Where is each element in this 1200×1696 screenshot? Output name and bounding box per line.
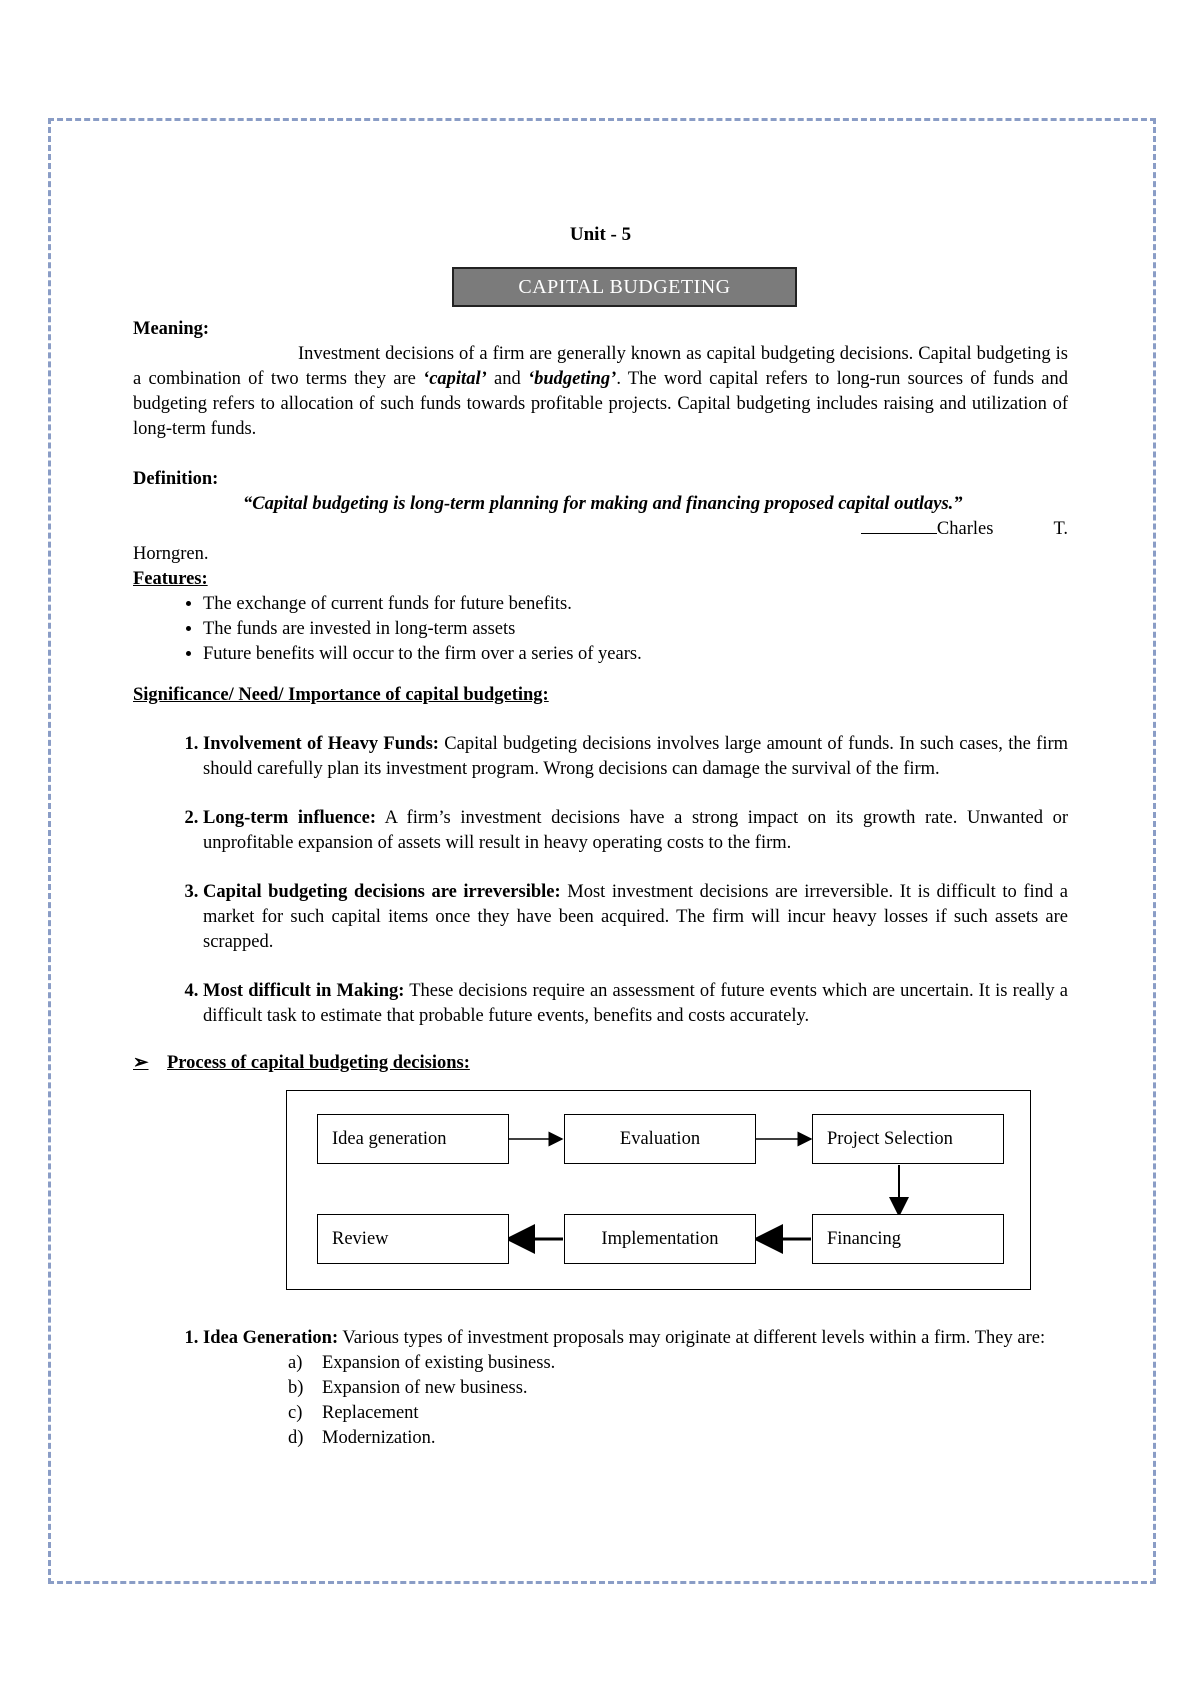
significance-item-text: Most investment decisions are irreversible. It is difficult to find a market for such capital items once they have been acquired. The firm will incur heavy losses if such assets are scrapped. <box>203 882 1068 952</box>
author-last: Horngren. <box>133 544 209 564</box>
arrow-bullet-icon: ➢ <box>133 1053 149 1073</box>
step-financing: Financing <box>812 1214 1004 1264</box>
significance-item-title: Long-term influence: <box>203 808 376 828</box>
process-heading-text: Process of capital budgeting decisions: <box>167 1053 470 1073</box>
significance-item-text: A firm’s investment decisions have a strong impact on its growth rate. Unwanted or unprofitable expansion of assets will result in heavy operating costs to the firm. <box>203 808 1068 853</box>
process-diagram <box>286 1090 1031 1290</box>
idea-generation-text: Various types of investment proposals may originate at different levels within a firm. They are: <box>338 1328 1046 1348</box>
feature-item: • Future benefits will occur to the firm over a series of years. <box>203 642 1068 667</box>
proposal-type-item <box>288 1376 1068 1401</box>
feature-item: • The funds are invested in long-term assets <box>203 617 1068 642</box>
step-idea-generation: Idea generation <box>317 1114 509 1164</box>
proposal-text: Replacement <box>322 1403 419 1423</box>
step-project-selection: Project Selection <box>812 1114 1004 1164</box>
term-budgeting: ‘budgeting’ <box>527 369 617 389</box>
features-heading: Features: <box>133 569 208 589</box>
step-implementation: Implementation <box>564 1214 756 1264</box>
step-evaluation: Evaluation <box>564 1114 756 1164</box>
proposal-letter: c) <box>288 1403 303 1423</box>
significance-item-text: These decisions require an assessment of future events which are uncertain. It is really a difficult task to estimate that probable future events, benefits and costs accurately. <box>203 981 1069 1026</box>
meaning-and: and <box>486 369 528 389</box>
term-capital: ‘capital’ <box>423 369 487 389</box>
significance-item-title: Most difficult in Making: <box>203 981 405 1001</box>
significance-item <box>203 806 1068 856</box>
meaning-paragraph <box>133 342 1068 442</box>
idea-generation-list <box>133 1326 1068 1351</box>
significance-item-title: Capital budgeting decisions are irreversible: <box>203 882 561 902</box>
meaning-text-2: . The word capital refers to long-run sources of funds and budgeting refers to allocation of such funds towards profitable projects. Capital budgeting includes raising and utilization of long-term funds. <box>133 369 1068 439</box>
document-content <box>133 222 1068 1451</box>
significance-item <box>203 979 1068 1029</box>
author-initial: T. <box>1053 519 1068 539</box>
step-review: Review <box>317 1214 509 1264</box>
significance-item-title: Involvement of Heavy Funds: <box>203 734 439 754</box>
feature-item: • The exchange of current funds for future benefits. <box>203 592 1068 617</box>
significance-list <box>133 732 1068 1029</box>
proposal-types-list <box>133 1351 1068 1451</box>
proposal-text: Modernization. <box>322 1428 436 1448</box>
proposal-type-item <box>288 1351 1068 1376</box>
significance-item-text: Capital budgeting decisions involves large amount of funds. In such cases, the firm should carefully plan its investment program. Wrong decisions can damage the survival of the firm. <box>203 734 1069 779</box>
proposal-type-item <box>288 1426 1068 1451</box>
author-line <box>133 517 1068 542</box>
definition-quote: “Capital budgeting is long-term planning for making and financing proposed capital outlays.” <box>243 494 963 514</box>
proposal-text: Expansion of existing business. <box>322 1353 556 1373</box>
significance-item <box>203 880 1068 955</box>
author-first: Charles <box>936 519 994 539</box>
unit-title: Unit - 5 <box>569 224 632 245</box>
proposal-type-item <box>288 1401 1068 1426</box>
idea-generation-item <box>203 1326 1068 1351</box>
proposal-letter: a) <box>288 1353 303 1373</box>
proposal-letter: d) <box>288 1428 304 1448</box>
meaning-text-1: Investment decisions of a firm are generally known as capital budgeting decisions. Capital budgeting is a combination of two terms they are <box>133 344 1068 389</box>
significance-heading: Significance/ Need/ Importance of capital budgeting: <box>133 685 549 705</box>
title-banner: CAPITAL BUDGETING <box>452 267 797 307</box>
definition-heading: Definition: <box>133 469 219 489</box>
process-heading <box>133 1051 1068 1076</box>
idea-generation-title: Idea Generation: <box>203 1328 339 1348</box>
features-list <box>133 592 1068 667</box>
proposal-letter: b) <box>288 1378 304 1398</box>
significance-item <box>203 732 1068 782</box>
proposal-text: Expansion of new business. <box>322 1378 528 1398</box>
author-blank <box>861 517 937 534</box>
meaning-heading: Meaning: <box>133 319 210 339</box>
